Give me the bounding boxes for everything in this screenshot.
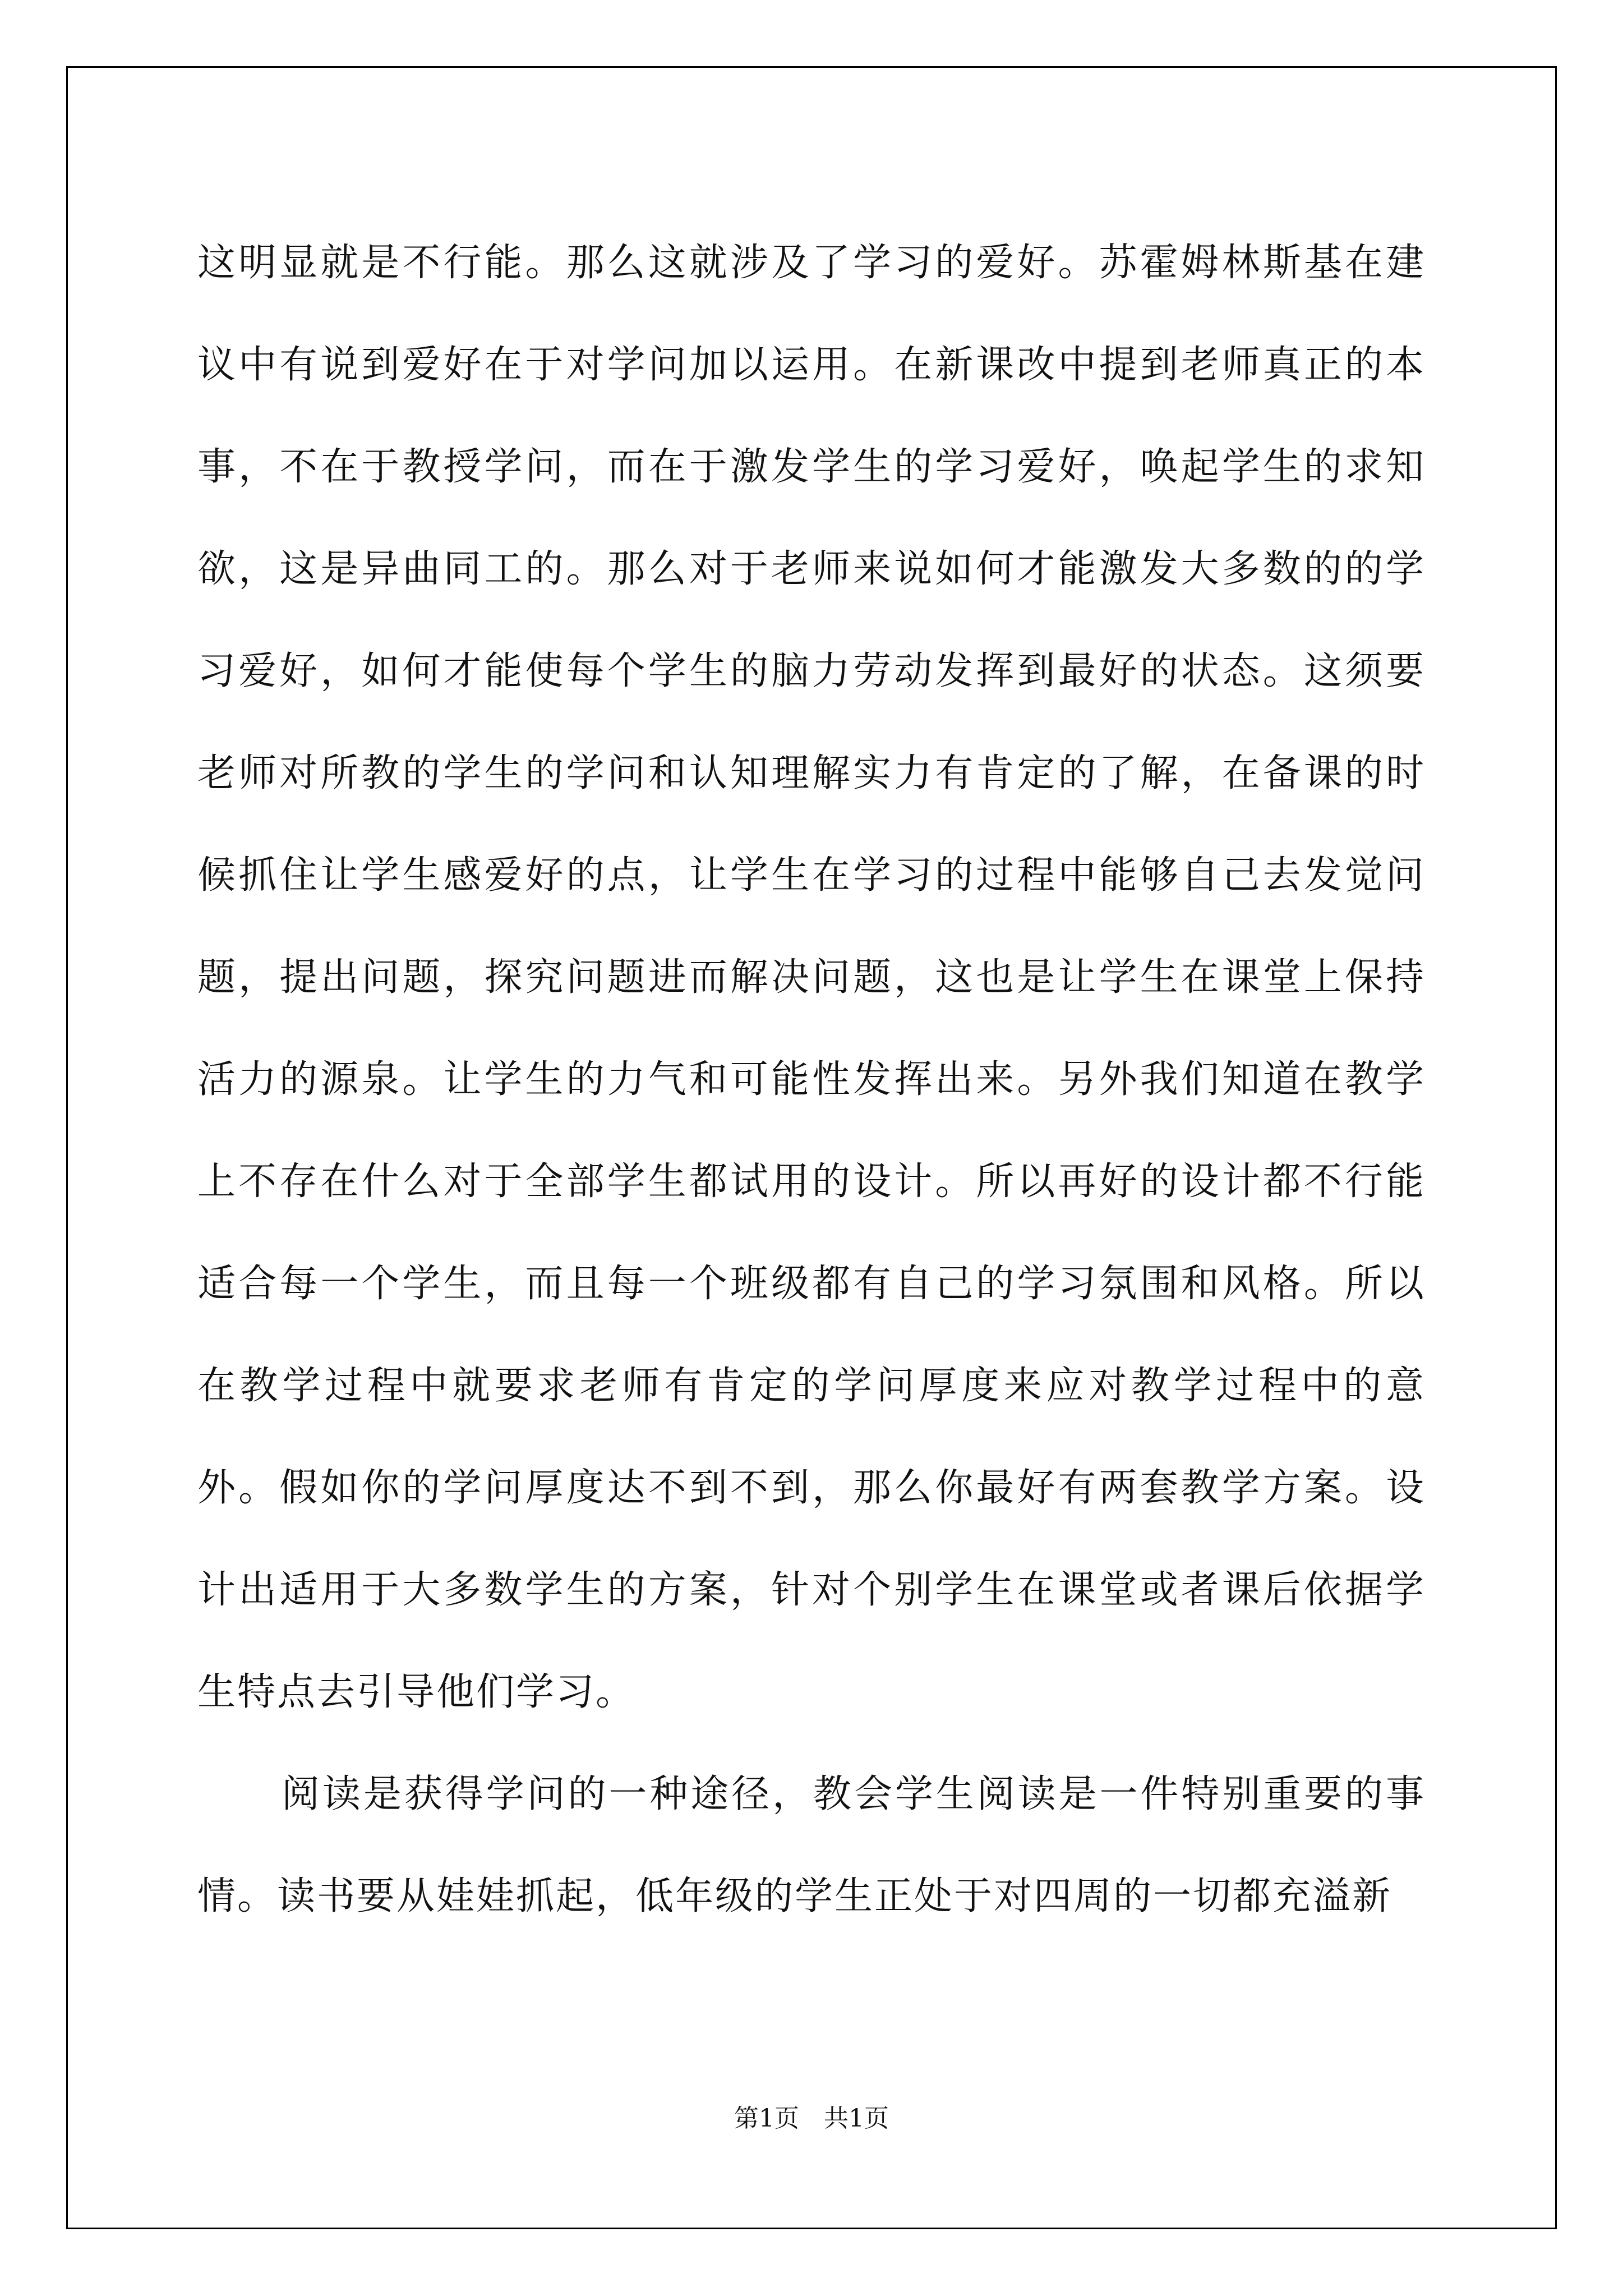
page-footer: 第1页 共1页 — [734, 2104, 889, 2133]
paragraph-1: 这明显就是不行能。那么这就涉及了学习的爱好。苏霍姆林斯基在建议中有说到爱好在于对学问加以运用。在新课改中提到老师真正的本事，不在于教授学问，而在于激发学生的学习爱好，唤起学生的求知欲，这是异曲同工的。那么对于老师来说如何才能激发大多数的的学习爱好，如何才能使每个学生的脑力劳动发挥到最好的状态。这须要老师对所教的学生的学问和认知理解实力有肯定的了解，在备课的时候抓住让学生感爱好的点，让学生在学习的过程中能够自己去发觉问题，提出问题，探究问题进而解决问题，这也是让学生在课堂上保持活力的源泉。让学生的力气和可能性发挥出来。另外我们知道在教学上不存在什么对于全部学生都试用的设计。所以再好的设计都不行能适合每一个学生，而且每一个班级都有自己的学习氛围和风格。所以在教学过程中就要求老师有肯定的学问厚度来应对教学过程中的意外。假如你的学问厚度达不到不到，那么你最好有两套教学方案。设计出适用于大多数学生的方案，针对个别学生在课堂或者课后依据学生特点去引导他们学习。 — [197, 241, 1426, 1714]
document-body — [197, 212, 1426, 1948]
paragraph-2: 阅读是获得学问的一种途径，教会学生阅读是一件特别重要的事情。读书要从娃娃抓起，低年级的学生正处于对四周的一切都充溢新 — [197, 1772, 1426, 1918]
